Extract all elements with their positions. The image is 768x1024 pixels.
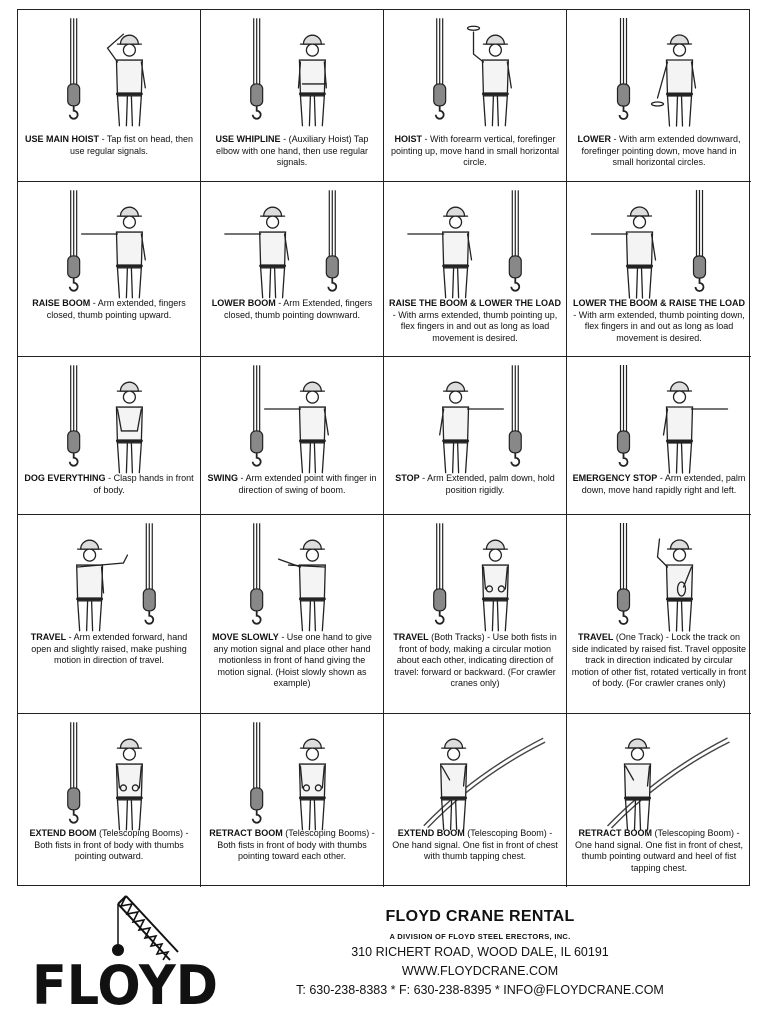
signal-description: (Telescoping Boom) - One hand signal. One fist in front of chest with thumb tapping chest.	[392, 828, 558, 861]
signal-title: RETRACT BOOM	[209, 828, 283, 838]
signal-illustration	[384, 10, 566, 128]
signal-title: HOIST	[394, 134, 422, 144]
signal-caption	[22, 298, 196, 321]
signal-person-icon	[298, 35, 326, 126]
signal-caption	[388, 134, 562, 169]
signal-person-icon	[225, 207, 289, 298]
signal-description: - Arm extended point with finger in direction of swing of boom.	[238, 473, 377, 495]
signal-caption	[22, 473, 196, 496]
signal-caption	[205, 298, 379, 321]
signal-title: LOWER THE BOOM & RAISE THE LOAD	[573, 298, 745, 308]
signal-cell	[384, 10, 567, 182]
signal-description: (One Track) - Lock the track on side indicated by raised fist. Travel opposite track in direction indicated by circular motion of other fist, rotated vertically in front of body. (For crawler cranes only)	[571, 632, 747, 688]
signal-title: EXTEND BOOM	[29, 828, 97, 838]
signal-caption	[388, 828, 562, 863]
signal-person-icon	[279, 540, 326, 631]
signal-description: (Telescoping Booms) - Both fists in front of body with thumbs pointing toward each other.	[217, 828, 375, 861]
signal-cell	[18, 357, 201, 515]
crane-hook-icon	[68, 365, 80, 465]
signal-illustration	[567, 357, 751, 475]
signal-caption	[388, 632, 562, 690]
signal-description: - Use one hand to give any motion signal and place other hand motionless in front of hand giving the motion signal. (Hoist slowly shown as example)	[213, 632, 372, 688]
signal-illustration	[567, 182, 751, 300]
signal-cell	[18, 10, 201, 182]
signal-cell	[18, 714, 201, 887]
signal-cell	[201, 357, 384, 515]
signal-title: LOWER	[577, 134, 611, 144]
signal-illustration	[18, 182, 200, 300]
signal-illustration	[18, 515, 200, 633]
signal-person-icon	[265, 382, 329, 473]
signal-cell	[201, 515, 384, 714]
crane-hook-icon	[326, 190, 338, 290]
signal-caption	[388, 298, 562, 344]
signal-cell	[18, 515, 201, 714]
signal-caption	[22, 828, 196, 863]
signal-cell	[567, 357, 751, 515]
signal-title: USE WHIPLINE	[215, 134, 281, 144]
crane-hook-icon	[694, 190, 706, 291]
crane-hook-icon	[251, 523, 263, 623]
company-website[interactable]: WWW.FLOYDCRANE.COM	[401, 964, 559, 978]
logo-text: FLOYD	[32, 954, 218, 1012]
signal-caption	[571, 134, 747, 169]
signal-illustration	[18, 357, 200, 475]
company-division: A DIVISION OF FLOYD STEEL ERECTORS, INC.	[389, 932, 571, 941]
signal-title: TRAVEL	[393, 632, 429, 642]
signal-description: - With arms extended, thumb pointing up, flex fingers in and out as long as load movement is desired.	[392, 309, 558, 343]
crane-hook-icon	[251, 722, 263, 822]
signal-person-icon	[116, 739, 142, 830]
signal-person-icon	[468, 26, 512, 125]
crane-hook-icon	[509, 190, 521, 290]
signal-person-icon	[408, 207, 472, 298]
signal-illustration	[18, 714, 200, 832]
signal-caption	[571, 298, 747, 344]
signal-illustration	[384, 714, 566, 832]
signal-person-icon	[441, 739, 467, 830]
signal-cell	[384, 182, 567, 357]
signal-person-icon	[108, 34, 146, 125]
company-name: FLOYD CRANE RENTAL	[385, 908, 575, 925]
floyd-crane-logo	[26, 892, 226, 1012]
signal-title: RETRACT BOOM	[578, 828, 652, 838]
signal-illustration	[18, 10, 200, 128]
signal-title: RAISE THE BOOM & LOWER THE LOAD	[389, 298, 561, 308]
signal-cell	[567, 515, 751, 714]
signal-person-icon	[482, 540, 508, 631]
crane-hook-icon	[143, 523, 155, 623]
signal-cell	[201, 182, 384, 357]
signal-description: - With forearm vertical, forefinger pointing up, move hand in small horizontal circle.	[390, 134, 560, 167]
signal-illustration	[201, 10, 383, 128]
signal-illustration	[567, 515, 751, 633]
signal-illustration	[201, 714, 383, 832]
signal-title: STOP	[395, 473, 420, 483]
signal-caption	[205, 632, 379, 690]
signal-illustration	[384, 515, 566, 633]
signal-description: - Clasp hands in front of body.	[93, 473, 194, 495]
signal-description: (Both Tracks) - Use both fists in front of body, making a circular motion about each other, indicating direction of travel: forward or backward. (For crawler cranes only)	[394, 632, 557, 688]
signal-illustration	[201, 357, 383, 475]
signal-illustration	[201, 515, 383, 633]
crane-hook-icon	[251, 18, 263, 118]
signal-title: MOVE SLOWLY	[212, 632, 279, 642]
signal-chart-grid	[17, 9, 750, 886]
signal-description: (Telescoping Boom) - One hand signal. One fist in front of chest, thumb pointing outward and heel of fist tapping chest.	[574, 828, 744, 873]
signal-description: - Arm extended, fingers closed, thumb pointing upward.	[46, 298, 186, 320]
signal-person-icon	[658, 539, 693, 631]
signal-title: TRAVEL	[30, 632, 67, 642]
signal-caption	[571, 828, 747, 874]
signal-description: - Arm Extended, fingers closed, thumb pointing downward.	[223, 298, 373, 320]
crane-hook-icon	[68, 190, 80, 290]
signal-cell	[18, 182, 201, 357]
signal-caption	[22, 632, 196, 667]
signal-cell	[201, 714, 384, 887]
signal-cell	[384, 714, 567, 887]
signal-description: - With arm extended downward, forefinger pointing down, move hand in small horizontal circles.	[581, 134, 741, 167]
signal-illustration	[384, 357, 566, 475]
signal-caption	[571, 632, 747, 690]
signal-illustration	[201, 182, 383, 300]
signal-cell	[567, 714, 751, 887]
signal-description: - (Auxiliary Hoist) Tap elbow with one hand, then use regular signals.	[215, 134, 369, 167]
signal-title: LOWER BOOM	[211, 298, 276, 308]
signal-title: USE MAIN HOIST	[25, 134, 100, 144]
signal-caption	[205, 134, 379, 169]
signal-caption	[388, 473, 562, 496]
signal-cell	[567, 10, 751, 182]
signal-description: (Telescoping Booms) - Both fists in front of body with thumbs pointing outward.	[34, 828, 189, 861]
footer	[0, 890, 768, 1024]
signal-title: RAISE BOOM	[32, 298, 91, 308]
crane-hook-icon	[509, 365, 521, 465]
crane-hook-icon	[618, 523, 630, 624]
signal-cell	[384, 357, 567, 515]
signal-cell	[384, 515, 567, 714]
signal-description: - Arm extended, palm down, move hand rapidly right and left.	[581, 473, 746, 495]
signal-title: EMERGENCY STOP	[572, 473, 658, 483]
signal-description: - With arm extended, thumb pointing down, flex fingers in and out as long as load movement is desired.	[573, 309, 745, 343]
signal-illustration	[567, 714, 751, 832]
signal-person-icon	[440, 382, 504, 473]
signal-caption	[205, 473, 379, 496]
signal-title: TRAVEL	[578, 632, 614, 642]
signal-caption	[571, 473, 747, 496]
signal-person-icon	[77, 540, 128, 631]
company-address: 310 RICHERT ROAD, WOOD DALE, IL 60191	[351, 945, 609, 959]
crane-hook-icon	[68, 722, 80, 822]
signal-title: SWING	[207, 473, 238, 483]
signal-person-icon	[592, 207, 656, 298]
signal-description: - Arm extended forward, hand open and slightly raised, make pushing motion in direction of travel.	[31, 632, 188, 665]
signal-person-icon	[82, 207, 146, 298]
signal-caption	[205, 828, 379, 863]
signal-person-icon	[625, 739, 651, 830]
crane-hook-icon	[68, 18, 80, 118]
crane-hook-icon	[434, 523, 446, 623]
signal-person-icon	[299, 739, 325, 830]
crane-hook-icon	[434, 18, 446, 118]
signal-description: - Tap fist on head, then use regular signals.	[69, 134, 193, 156]
signal-illustration	[384, 182, 566, 300]
signal-caption	[22, 134, 196, 157]
crane-hook-icon	[618, 365, 630, 466]
signal-cell	[567, 182, 751, 357]
crane-hook-icon	[251, 365, 263, 465]
signal-title: EXTEND BOOM	[397, 828, 465, 838]
signal-person-icon	[652, 35, 696, 126]
signal-cell	[201, 10, 384, 182]
signal-person-icon	[664, 382, 728, 473]
signal-title: DOG EVERYTHING	[24, 473, 106, 483]
signal-description: - Arm Extended, palm down, hold position rigidly.	[422, 473, 555, 495]
signal-person-icon	[116, 382, 142, 473]
signal-illustration	[567, 10, 751, 128]
company-contact[interactable]: T: 630-238-8383 * F: 630-238-8395 * INFO@FLOYDCRANE.COM	[296, 983, 664, 997]
crane-hook-icon	[618, 18, 630, 119]
